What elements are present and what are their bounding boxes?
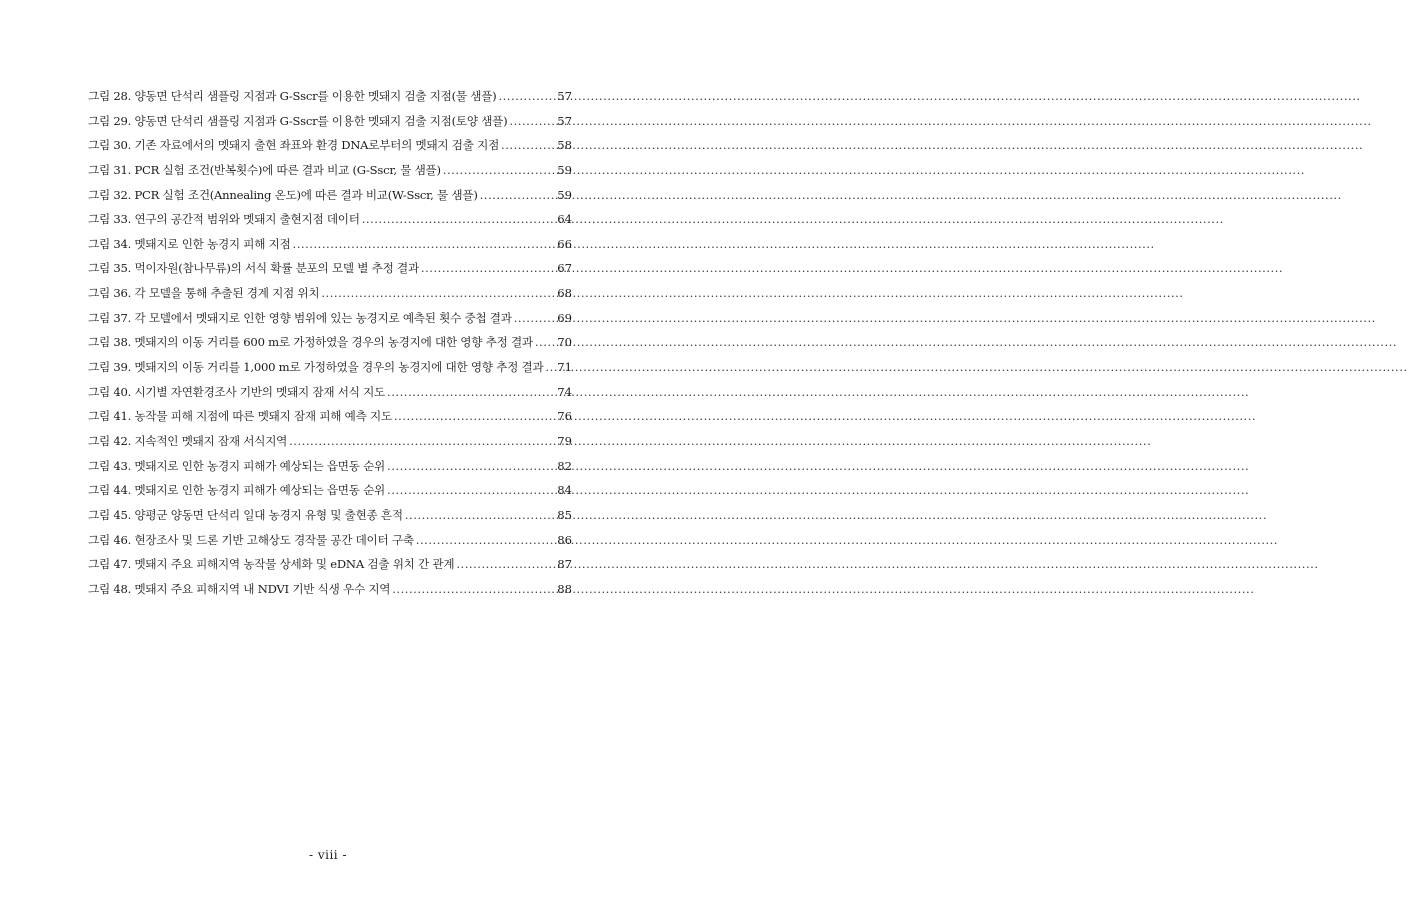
toc-entry[interactable] xyxy=(88,552,572,577)
toc-entry[interactable] xyxy=(88,84,572,109)
dot-leader xyxy=(514,306,556,331)
entry-page-number: 76 xyxy=(557,409,572,424)
entry-title: 그림 43. 멧돼지로 인한 농경지 피해가 예상되는 읍면동 순위 xyxy=(88,458,386,473)
toc-entry[interactable] xyxy=(88,528,572,553)
toc-entry[interactable] xyxy=(88,404,572,429)
entry-page-number: 88 xyxy=(557,581,572,596)
dot-leader xyxy=(387,380,555,405)
dot-leader xyxy=(535,330,555,355)
dot-leader xyxy=(394,404,555,429)
entry-page-number: 86 xyxy=(557,532,572,547)
toc-entry[interactable] xyxy=(88,207,572,232)
entry-title: 그림 34. 멧돼지로 인한 농경지 피해 지점 xyxy=(88,236,291,251)
entry-page-number: 67 xyxy=(557,261,572,276)
entry-title: 그림 36. 각 모델을 통해 추출된 경계 지점 위치 xyxy=(88,286,320,301)
dot-leader xyxy=(545,355,555,380)
toc-entry[interactable] xyxy=(88,158,572,183)
entry-page-number: 59 xyxy=(557,187,572,202)
toc-entry[interactable] xyxy=(88,380,572,405)
dot-leader xyxy=(421,256,555,281)
entry-title: 그림 44. 멧돼지로 인한 농경지 피해가 예상되는 읍면동 순위 xyxy=(88,483,386,498)
entry-page-number: 59 xyxy=(557,162,572,177)
dot-leader xyxy=(416,528,555,553)
entry-title: 그림 31. PCR 실험 조건(반복횟수)에 따른 결과 비교 (G-Sscr, 물 샘플) xyxy=(88,162,441,177)
toc-entry[interactable] xyxy=(88,503,572,528)
toc-entry[interactable] xyxy=(88,429,572,454)
entry-title: 그림 41. 농작물 피해 지점에 따른 멧돼지 잠재 피해 예측 지도 xyxy=(88,409,392,424)
entry-title: 그림 38. 멧돼지의 이동 거리를 600 m로 가정하였을 경우의 농경지에 대한 영향 추정 결과 xyxy=(88,335,533,350)
dot-leader xyxy=(387,478,555,503)
table-of-figures xyxy=(88,84,572,601)
entry-page-number: 69 xyxy=(557,310,572,325)
entry-title: 그림 46. 현장조사 및 드론 기반 고해상도 경작물 공간 데이터 구축 xyxy=(88,532,414,547)
entry-title: 그림 30. 기존 자료에서의 멧돼지 출현 좌표와 환경 DNA로부터의 멧돼지 검출 지점 xyxy=(88,138,500,153)
entry-title: 그림 37. 각 모델에서 멧돼지로 인한 영향 범위에 있는 농경지로 예측된 횟수 중첩 결과 xyxy=(88,310,512,325)
entry-title: 그림 39. 멧돼지의 이동 거리를 1,000 m로 가정하였을 경우의 농경지에 대한 영향 추정 결과 xyxy=(88,360,544,375)
entry-page-number: 71 xyxy=(557,360,572,375)
toc-entry[interactable] xyxy=(88,256,572,281)
dot-leader xyxy=(289,429,555,454)
entry-title: 그림 45. 양평군 양동면 단석리 일대 농경지 유형 및 출현종 흔적 xyxy=(88,507,403,522)
page-number: - viii - xyxy=(308,848,348,862)
dot-leader xyxy=(321,281,555,306)
dot-leader xyxy=(509,109,555,134)
toc-entry[interactable] xyxy=(88,281,572,306)
toc-entry[interactable] xyxy=(88,109,572,134)
entry-page-number: 79 xyxy=(557,433,572,448)
toc-entry[interactable] xyxy=(88,330,572,355)
dot-leader xyxy=(293,232,556,257)
entry-title: 그림 35. 먹이자원(참나무류)의 서식 확률 분포의 모델 별 추정 결과 xyxy=(88,261,419,276)
dot-leader xyxy=(498,84,555,109)
entry-page-number: 82 xyxy=(557,458,572,473)
dot-leader xyxy=(362,207,556,232)
dot-leader xyxy=(387,454,555,479)
entry-page-number: 58 xyxy=(557,138,572,153)
dot-leader xyxy=(443,158,555,183)
dot-leader xyxy=(480,183,556,208)
entry-title: 그림 29. 양동면 단석리 샘플링 지점과 G-Sscr를 이용한 멧돼지 검출 지점(토양 샘플) xyxy=(88,113,508,128)
entry-page-number: 84 xyxy=(557,483,572,498)
entry-page-number: 64 xyxy=(557,212,572,227)
entry-title: 그림 33. 연구의 공간적 범위와 멧돼지 출현지점 데이터 xyxy=(88,212,360,227)
entry-title: 그림 47. 멧돼지 주요 피해지역 농작물 상세화 및 eDNA 검출 위치 간 관계 xyxy=(88,557,455,572)
entry-page-number: 68 xyxy=(557,286,572,301)
dot-leader xyxy=(456,552,555,577)
entry-page-number: 87 xyxy=(557,557,572,572)
toc-entry[interactable] xyxy=(88,577,572,602)
entry-page-number: 66 xyxy=(557,236,572,251)
entry-title: 그림 42. 지속적인 멧돼지 잠재 서식지역 xyxy=(88,433,288,448)
toc-entry[interactable] xyxy=(88,183,572,208)
toc-entry[interactable] xyxy=(88,133,572,158)
entry-page-number: 57 xyxy=(557,89,572,103)
toc-entry[interactable] xyxy=(88,355,572,380)
entry-title: 그림 48. 멧돼지 주요 피해지역 내 NDVI 기반 식생 우수 지역 xyxy=(88,581,391,596)
entry-title: 그림 32. PCR 실험 조건(Annealing 온도)에 따른 결과 비교(W-Sscr, 물 샘플) xyxy=(88,187,478,202)
toc-entry[interactable] xyxy=(88,232,572,257)
toc-entry[interactable] xyxy=(88,478,572,503)
dot-leader xyxy=(392,577,555,602)
entry-title: 그림 28. 양동면 단석리 샘플링 지점과 G-Sscr를 이용한 멧돼지 검출 지점(물 샘플) xyxy=(88,89,497,103)
entry-page-number: 85 xyxy=(557,507,572,522)
entry-title: 그림 40. 시기별 자연환경조사 기반의 멧돼지 잠재 서식 지도 xyxy=(88,384,386,399)
entry-page-number: 74 xyxy=(557,384,572,399)
dot-leader xyxy=(501,133,555,158)
toc-entry[interactable] xyxy=(88,454,572,479)
entry-page-number: 70 xyxy=(557,335,572,350)
toc-entry[interactable] xyxy=(88,306,572,331)
entry-page-number: 57 xyxy=(557,113,572,128)
dot-leader xyxy=(405,503,555,528)
